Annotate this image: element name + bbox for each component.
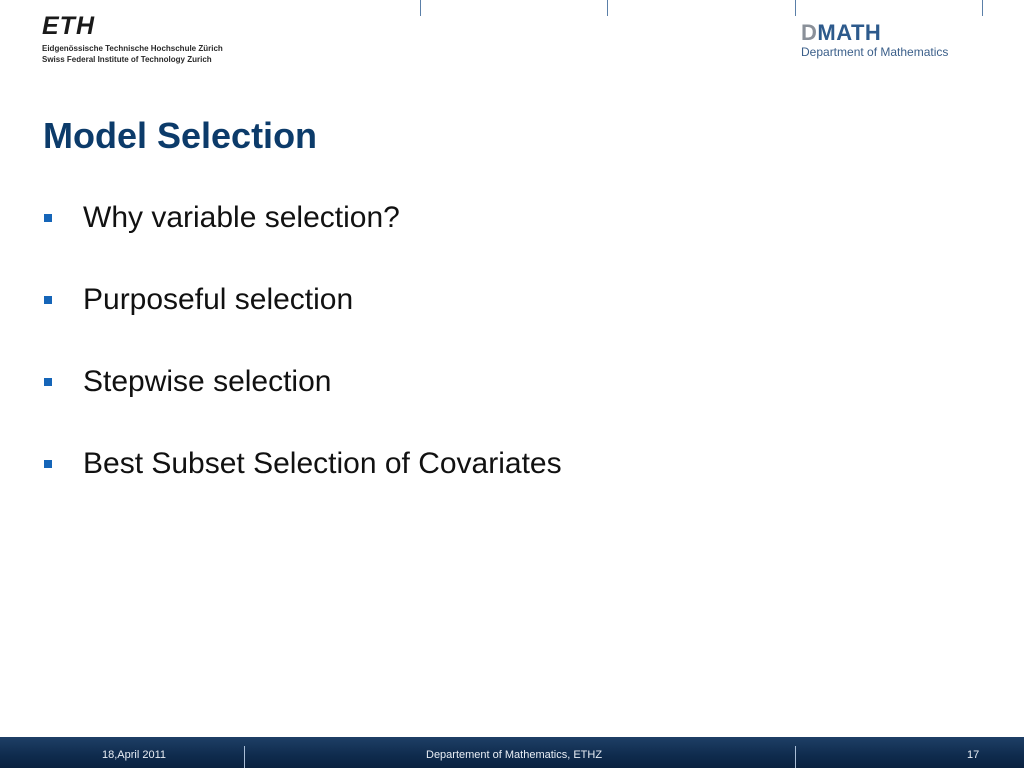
- square-bullet-icon: [44, 460, 52, 468]
- header-separator: [795, 0, 796, 16]
- page-number: 17: [967, 749, 980, 761]
- bullet-text: Why variable selection?: [83, 201, 400, 234]
- dmath-logo: [801, 21, 948, 60]
- header-separator: [420, 0, 421, 16]
- footer-department: Departement of Mathematics, ETHZ: [426, 749, 603, 761]
- bullet-text: Best Subset Selection of Covariates: [83, 447, 562, 480]
- bullet-text: Purposeful selection: [83, 283, 354, 316]
- footer-divider: [244, 746, 245, 768]
- eth-logo-line-english: Swiss Federal Institute of Technology Zurich: [42, 55, 212, 64]
- header-separator: [982, 0, 983, 16]
- footer-bar: [0, 737, 1024, 768]
- eth-logo-line-german: Eidgenössische Technische Hochschule Zürich: [42, 44, 223, 53]
- square-bullet-icon: [44, 214, 52, 222]
- square-bullet-icon: [44, 296, 52, 304]
- dmath-logo-d: D: [801, 20, 818, 45]
- footer-divider: [795, 746, 796, 768]
- dmath-logo-wordmark: [801, 21, 948, 45]
- bullet-text: Stepwise selection: [83, 365, 332, 398]
- footer-date: 18,April 2011: [102, 749, 167, 761]
- dmath-logo-subtitle: Department of Mathematics: [801, 45, 949, 59]
- header-separator: [607, 0, 608, 16]
- dmath-logo-math: MATH: [817, 20, 882, 45]
- eth-logo-wordmark: ETH: [42, 12, 95, 40]
- slide-title: Model Selection: [43, 115, 318, 156]
- eth-logo: [42, 14, 223, 65]
- square-bullet-icon: [44, 378, 52, 386]
